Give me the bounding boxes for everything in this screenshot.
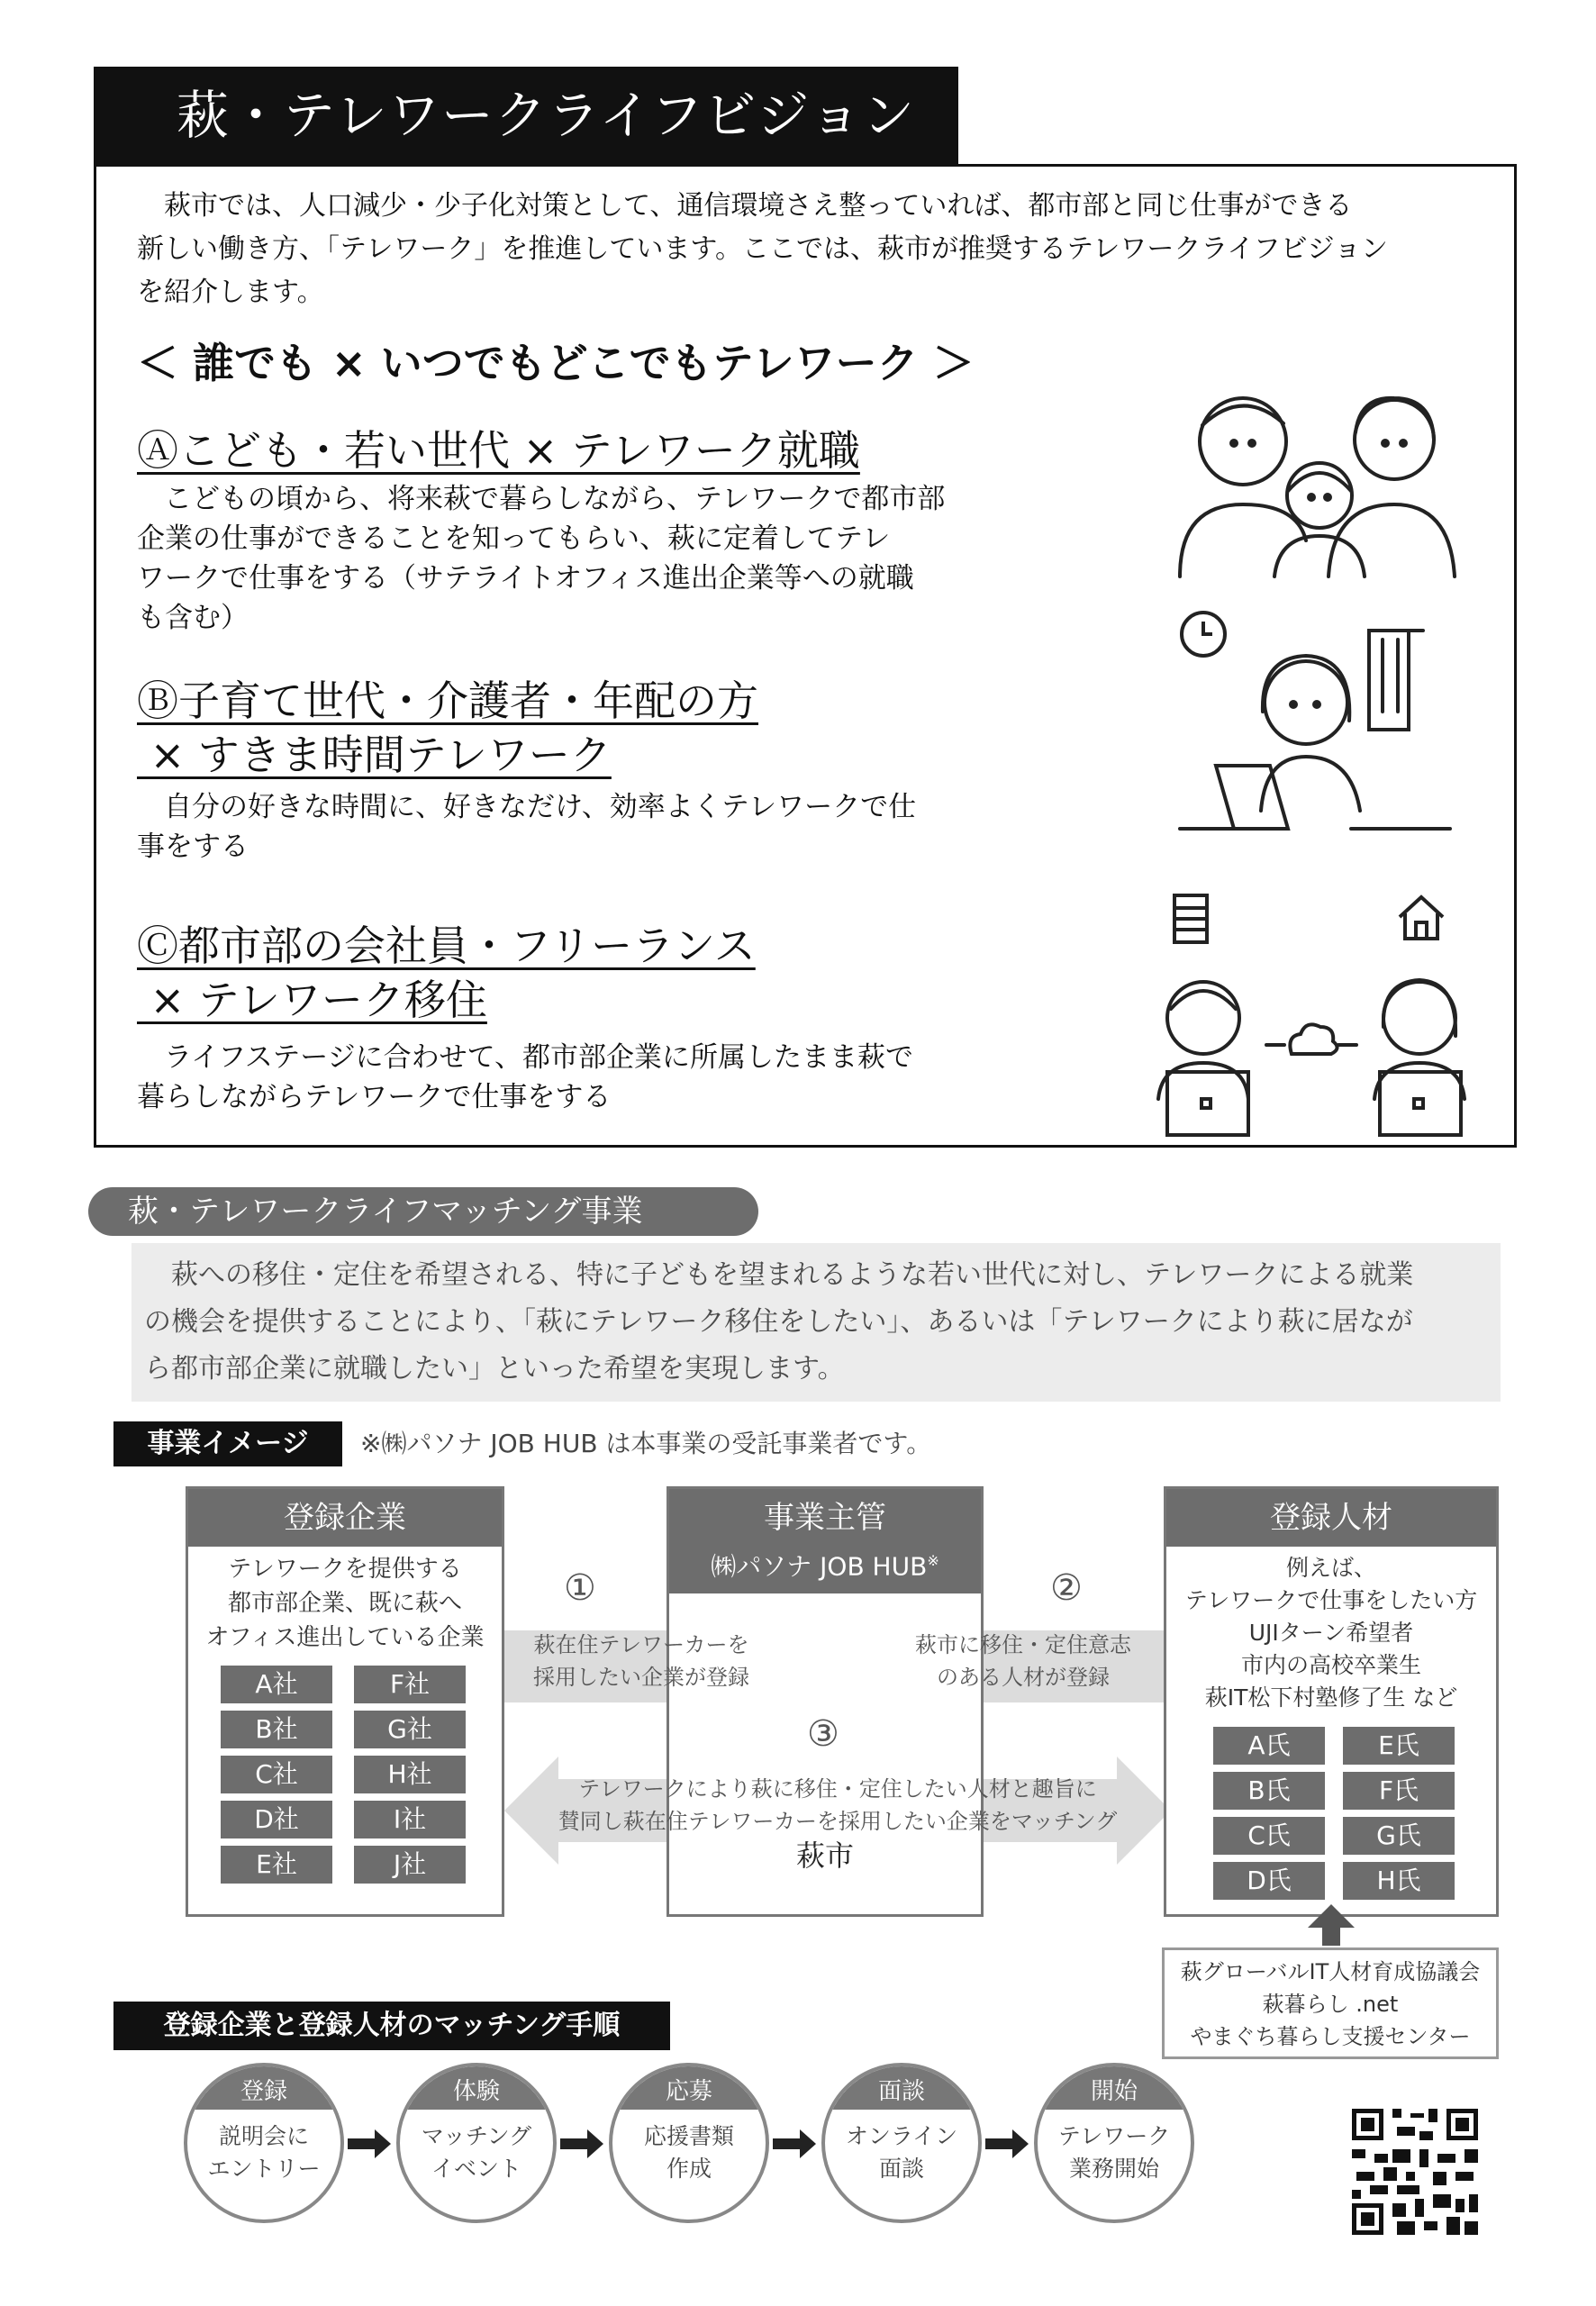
arrow-two-line: のある人材が登録 [937, 1665, 1110, 1690]
support-line: 萩グローバルIT人材育成協議会 [1180, 1959, 1481, 1984]
step-arrow-icon [560, 2128, 605, 2160]
companies-desc [188, 1552, 502, 1655]
woman-laptop-illustration [1162, 622, 1468, 847]
step-body [612, 2110, 766, 2185]
section-b-heading: Ⓑ子育て世代・介護者・年配の方 [137, 676, 758, 725]
step-line: 業務開始 [1068, 2156, 1159, 2182]
intro-line: を紹介します。 [137, 277, 324, 308]
support-line: 萩暮らし .net [1262, 1992, 1399, 2017]
process-tag: 登録企業と登録人材のマッチング手順 [113, 2002, 670, 2050]
talent-desc-line: 市内の高校卒業生 [1240, 1652, 1421, 1678]
company-tile: B社 [221, 1711, 332, 1748]
section-c-body [137, 1038, 1074, 1117]
step-head: 登録 [187, 2066, 340, 2110]
image-tag: 事業イメージ [113, 1421, 342, 1466]
support-organizations [1162, 1947, 1499, 2059]
section-a-line: も含む） [137, 602, 249, 634]
support-list [1165, 1956, 1496, 2053]
companies-desc-line: オフィス進出している企業 [205, 1624, 485, 1651]
section-c-line: 暮らしながらテレワークで仕事をする [137, 1081, 612, 1113]
step-arrow-icon [773, 2128, 818, 2160]
talent-desc [1166, 1552, 1496, 1714]
step-line: エントリー [207, 2156, 321, 2182]
registered-talent-box [1164, 1486, 1499, 1917]
page-title: 萩・テレワークライフビジョン [94, 67, 958, 164]
talent-tile: E氏 [1343, 1727, 1455, 1765]
manager-sub-line [669, 1539, 981, 1588]
company-tile: A社 [221, 1666, 332, 1703]
step-line: テレワーク [1057, 2123, 1171, 2149]
step-arrow-icon [985, 2128, 1030, 2160]
companies-desc-line: テレワークを提供する [228, 1556, 462, 1583]
desc-line: 萩への移住・定住を希望される、特に子どもを望まれるような若い世代に対し、テレワークによる就業 [171, 1259, 1414, 1291]
section-a-line: こどもの頃から、将来萩で暮らしながら、テレワークで都市部 [164, 483, 946, 515]
arrow-three-line: 賛同し萩在住テレワーカーを採用したい企業をマッチング [558, 1809, 1118, 1834]
step-body [825, 2110, 978, 2185]
step-line: イベント [431, 2156, 521, 2182]
talent-tile: B氏 [1213, 1772, 1325, 1810]
intro-text [137, 185, 1488, 314]
company-tile: C社 [221, 1756, 332, 1793]
company-tile: F社 [354, 1666, 466, 1703]
step-line: 面談 [878, 2156, 924, 2182]
section-a-line: 企業の仕事ができることを知ってもらい、萩に定着してテレ [137, 522, 891, 555]
step-line: オンライン [845, 2123, 958, 2149]
step-head: 応募 [612, 2066, 766, 2110]
business-manager-box [667, 1486, 984, 1917]
intro-line: 新しい働き方、「テレワーク」を推進しています。ここでは、萩市が推奨するテレワークライフビジョン [137, 233, 1388, 265]
manager-head-title: 事業主管 [764, 1500, 886, 1536]
section-a-body [137, 479, 1074, 638]
process-step [184, 2063, 344, 2223]
manager-sub-mark: ※ [927, 1552, 939, 1569]
arrow-one-line: 採用したい企業が登録 [533, 1665, 749, 1690]
company-tile: I社 [354, 1801, 466, 1838]
companies-desc-line: 都市部企業、既に萩へ [227, 1590, 462, 1617]
company-tile: J社 [354, 1846, 466, 1884]
step-head: 開始 [1038, 2066, 1191, 2110]
talent-tile: A氏 [1213, 1727, 1325, 1765]
section-b-heading-2: × すきま時間テレワーク [137, 731, 612, 779]
talent-tile: F氏 [1343, 1772, 1455, 1810]
up-arrow-icon [1304, 1902, 1358, 1947]
arrow-three-text [540, 1773, 1135, 1838]
company-tile: E社 [221, 1846, 332, 1884]
process-step [396, 2063, 557, 2223]
slogan: ＜ 誰でも × いつでもどこでもテレワーク ＞ [137, 339, 975, 387]
step-head: 体験 [400, 2066, 553, 2110]
intro-line: 萩市では、人口減少・少子化対策として、通信環境さえ整っていれば、都市部と同じ仕事ができる [164, 190, 1353, 222]
home-icon [1394, 892, 1448, 944]
manager-head [669, 1489, 981, 1593]
registered-companies-box [186, 1486, 504, 1917]
section-c-heading-2: × テレワーク移住 [137, 976, 487, 1024]
qr-code-icon[interactable] [1347, 2104, 1483, 2239]
talent-tile: H氏 [1343, 1862, 1455, 1900]
manager-sub: ㈱パソナ JOB HUB [711, 1551, 928, 1582]
section-b-body [137, 787, 1074, 867]
step-body [1038, 2110, 1191, 2185]
section-c-heading: Ⓒ都市部の会社員・フリーランス [137, 921, 756, 970]
step-line: 説明会に [218, 2123, 309, 2149]
talent-desc-line: 萩IT松下村塾修了生 など [1204, 1684, 1458, 1711]
family-illustration [1162, 369, 1459, 586]
step-one-number: ① [564, 1567, 596, 1609]
companies-head: 登録企業 [188, 1489, 502, 1547]
section-b-line: 事をする [137, 831, 249, 863]
arrow-one-text [506, 1629, 776, 1693]
matching-title: 萩・テレワークライフマッチング事業 [88, 1187, 758, 1236]
arrow-one-line: 萩在住テレワーカーを [533, 1632, 749, 1657]
desc-line: の機会を提供することにより、「萩にテレワーク移住をしたい」、あるいは「テレワークにより萩に居なが [144, 1306, 1413, 1338]
process-step [1034, 2063, 1194, 2223]
talent-tile: C氏 [1213, 1817, 1325, 1855]
step-body [187, 2110, 340, 2185]
process-step [821, 2063, 982, 2223]
talent-desc-line: UJIターン希望者 [1248, 1620, 1414, 1646]
desc-line: ら都市部企業に就職したい」といった希望を実現します。 [144, 1353, 845, 1385]
process-step [609, 2063, 769, 2223]
talent-tile: D氏 [1213, 1862, 1325, 1900]
support-line: やまぐち暮らし支援センター [1190, 2024, 1471, 2049]
step-arrow-icon [348, 2128, 393, 2160]
arrow-two-line: 萩市に移住・定住意志 [915, 1632, 1131, 1657]
step-line: 応援書類 [643, 2123, 734, 2149]
step-three-number: ③ [807, 1713, 839, 1755]
arrow-three-line: テレワークにより萩に移住・定住したい人材と趣旨に [578, 1776, 1097, 1802]
company-tile: H社 [354, 1756, 466, 1793]
step-line: マッチング [421, 2123, 532, 2149]
step-body [400, 2110, 553, 2185]
company-tile: G社 [354, 1711, 466, 1748]
section-a-heading: Ⓐこども・若い世代 × テレワーク就職 [137, 426, 860, 475]
matching-description [144, 1252, 1495, 1393]
section-b-line: 自分の好きな時間に、好きなだけ、効率よくテレワークで仕 [164, 791, 917, 823]
building-icon [1171, 892, 1211, 946]
talent-desc-line: テレワークで仕事をしたい方 [1184, 1587, 1478, 1613]
talent-head: 登録人材 [1166, 1489, 1496, 1547]
section-a-line: ワークで仕事をする（サテライトオフィス進出企業等への就職 [137, 562, 914, 595]
section-c-line: ライフステージに合わせて、都市部企業に所属したまま萩で [164, 1041, 914, 1074]
arrow-two-text [888, 1629, 1158, 1693]
talent-desc-line: 例えば、 [1285, 1555, 1376, 1581]
talent-tile: G氏 [1343, 1817, 1455, 1855]
remote-work-illustration [1131, 964, 1492, 1144]
step-head: 面談 [825, 2066, 978, 2110]
company-tile: D社 [221, 1801, 332, 1838]
city-label: 萩市 [795, 1838, 854, 1873]
step-line: 作成 [666, 2156, 712, 2182]
image-note: ※㈱パソナ JOB HUB は本事業の受託事業者です。 [360, 1429, 932, 1458]
step-two-number: ② [1050, 1567, 1083, 1609]
